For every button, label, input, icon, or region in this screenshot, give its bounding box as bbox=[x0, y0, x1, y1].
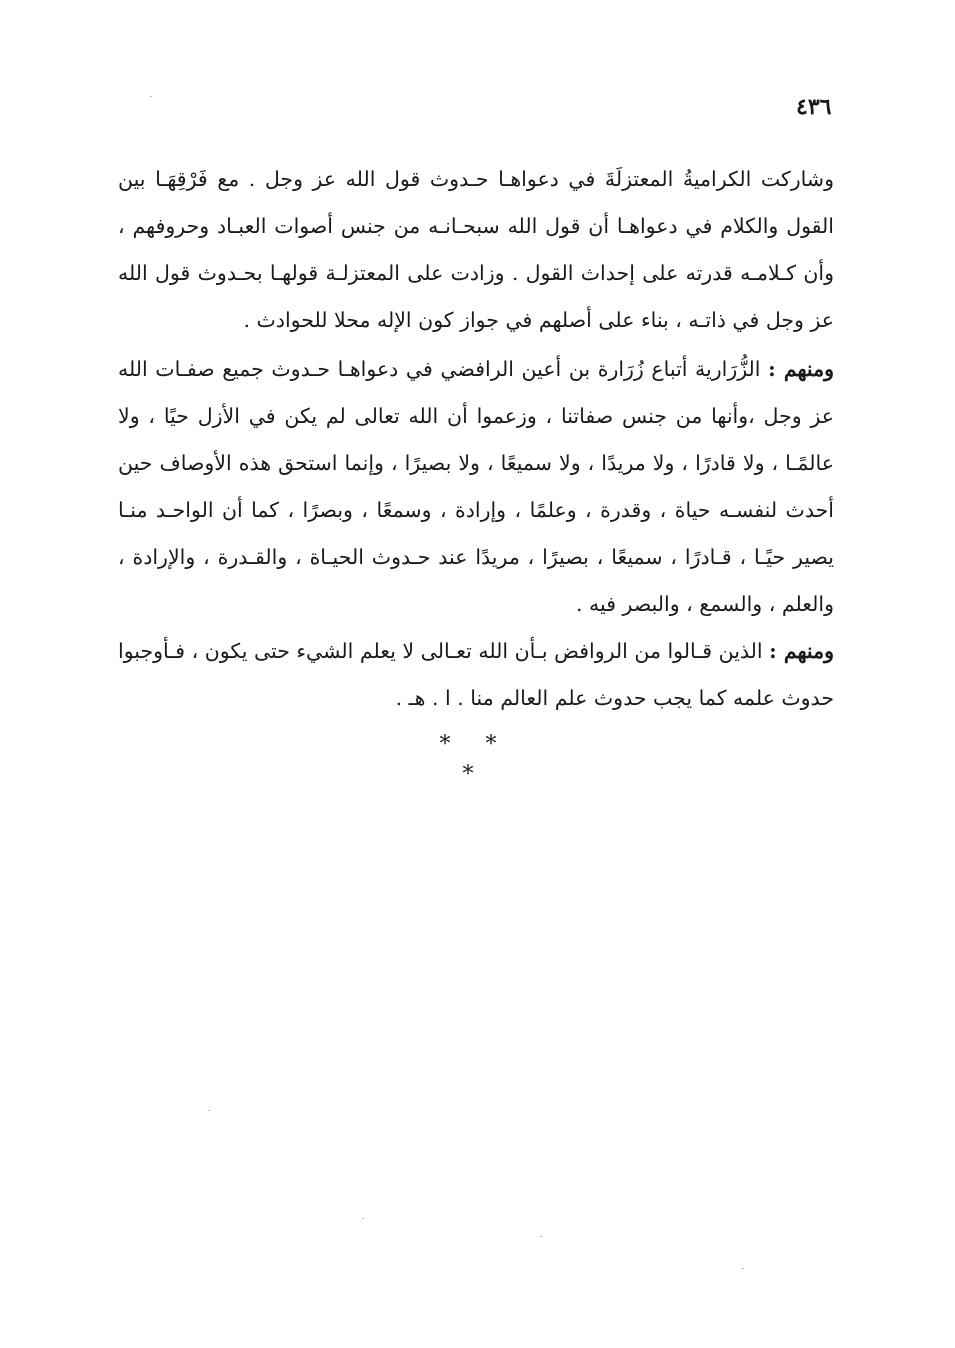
paragraph-body: الزُّرَارية أتباع زُرَارة بن أعين الرافضي في دعواهـا حـدوث جميع صفـات الله عز وجل ،وأنها من جنس صفاتنا ، وزعموا أن الله تعالى لم يكن في الأزل حيًا ، ولا عالمًـا ، ولا قادرًا ، ولا مريدًا ، ولا سميعًا ، ولا بصيرًا ، وإنما استحق هذه الأوصاف حين أحدث لنفسـه حياة ، وقدرة ، وعلمًا ، وإرادة ، وسمعًا ، وبصرًا ، كما أن الواحـد منـا يصير حيًـا ، قـادرًا ، سميعًا ، بصيرًا ، مريدًا عند حـدوث الحيـاة ، والقـدرة ، والإرادة ، والعلم ، والسمع ، والبصر فيه . bbox=[118, 357, 834, 616]
scan-speck bbox=[540, 1236, 542, 1237]
paragraph-body: الذين قـالوا من الروافض بـأن الله تعـالى لا يعلم الشيء حتى يكون ، فـأوجبوا حدوث علمه كما يجب حدوث علم العالم منا . ا . هـ . bbox=[118, 639, 834, 710]
scan-speck bbox=[742, 1268, 744, 1269]
scan-speck bbox=[362, 1218, 364, 1219]
paragraph-karramiyya bbox=[118, 156, 834, 344]
scan-speck bbox=[150, 96, 152, 97]
paragraph-rawafid bbox=[118, 628, 834, 722]
paragraph-lead: ومنهم : bbox=[768, 357, 834, 381]
paragraph-lead: ومنهم : bbox=[769, 639, 834, 663]
paragraph-body: وشاركت الكراميةُ المعتزلَةَ في دعواهـا حـدوث قول الله عز وجل . مع فَرْقِهَـا بين القول والكلام في دعواهـا أن قول الله سبحـانـه من جنس أصوات العبـاد وحروفهم ، وأن كـلامـه قدرته على إحداث القول . وزادت على المعتزلـة قولهـا بحـدوث قول الله عز وجل في ذاتـه ، بناء على أصلهم في جواز كون الإله محلا للحوادث . bbox=[118, 167, 834, 332]
section-separator: * * * bbox=[439, 732, 511, 787]
paragraph-zurariyya bbox=[118, 346, 834, 628]
scan-speck bbox=[208, 1110, 210, 1111]
page-number: ٤٣٦ bbox=[796, 94, 832, 120]
